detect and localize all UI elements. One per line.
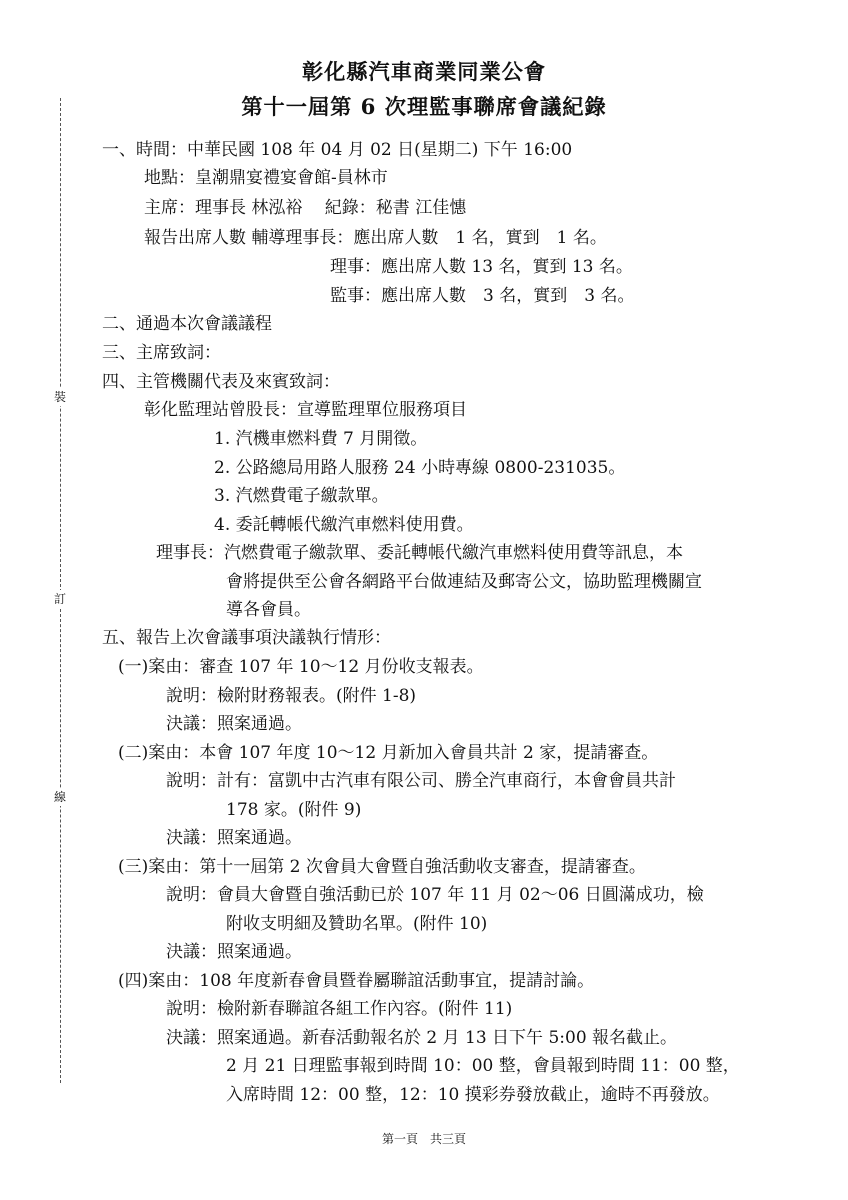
service-item: 4. 委託轉帳代繳汽車燃料使用費。 [214,515,474,535]
case-4-resolution-cont: 入席時間 12：00 整，12：10 摸彩券發放截止，逾時不再發放。 [226,1085,720,1105]
service-item: 2. 公路總局用路人服務 24 小時專線 0800-231035。 [214,458,626,478]
case-4-resolution-cont: 2 月 21 日理監事報到時間 10：00 整，會員報到時間 11：00 整， [226,1056,740,1076]
service-item: 1. 汽機車燃料費 7 月開徵。 [214,429,428,449]
attendance-supervisors: 監事：應出席人數 3 名，實到 3 名。 [330,286,635,306]
section-3-heading: 三、主席致詞： [102,343,221,363]
margin-char-zhuang: 裝 [54,390,67,404]
meeting-title: 第十一屆第 6 次理監事聯席會議紀錄 [241,94,607,119]
org-title: 彰化縣汽車商業同業公會 [301,59,547,84]
case-3-explanation: 說明：會員大會暨自強活動已於 107 年 11 月 02～06 日圓滿成功，檢 [166,885,704,905]
case-3-subject: (三)案由：第十一屆第 2 次會員大會暨自強活動收支審查，提請審查。 [118,857,646,877]
case-2-explanation-cont: 178 家。(附件 9) [226,800,362,820]
case-3-explanation-cont: 附收支明細及贊助名單。(附件 10) [226,914,488,934]
meeting-time: 一、時間：中華民國 108 年 04 月 02 日(星期二) 下午 16:00 [102,140,573,160]
case-1-explanation: 說明：檢附財務報表。(附件 1-8) [166,686,417,706]
case-4-subject: (四)案由：108 年度新春會員暨眷屬聯誼活動事宜，提請討論。 [118,971,595,991]
chairman-remark-cont: 導各會員。 [226,600,311,620]
guest-speech: 彰化監理站曾股長：宣導監理單位服務項目 [144,400,467,420]
section-2-heading: 二、通過本次會議議程 [102,314,272,334]
case-2-subject: (二)案由：本會 107 年度 10～12 月新加入會員共計 2 家，提請審查。 [118,743,659,763]
section-4-heading: 四、主管機關代表及來賓致詞： [102,372,340,392]
margin-char-xian: 線 [54,790,67,804]
case-4-explanation: 說明：檢附新春聯誼各組工作內容。(附件 11) [166,999,513,1019]
page-footer: 第一頁 共三頁 [381,1132,466,1146]
chairman-remark: 理事長：汽燃費電子繳款單、委託轉帳代繳汽車燃料使用費等訊息，本 [156,543,683,563]
margin-char-ding: 訂 [54,592,67,606]
attendance-advisor: 報告出席人數 輔導理事長：應出席人數 1 名，實到 1 名。 [144,228,607,248]
case-4-resolution: 決議：照案通過。新春活動報名於 2 月 13 日下午 5:00 報名截止。 [166,1028,678,1048]
case-1-subject: (一)案由：審查 107 年 10～12 月份收支報表。 [118,657,484,677]
service-item: 3. 汽燃費電子繳款單。 [214,486,389,506]
case-3-resolution: 決議：照案通過。 [166,942,302,962]
meeting-venue: 地點：皇潮鼎宴禮宴會館-員林市 [144,168,388,188]
case-2-explanation: 說明：計有：富凱中古汽車有限公司、勝全汽車商行，本會會員共計 [166,771,676,791]
section-5-heading: 五、報告上次會議事項決議執行情形： [102,628,391,648]
chairman-remark-cont: 會將提供至公會各網路平台做連結及郵寄公文，協助監理機關宣 [226,572,702,592]
case-1-resolution: 決議：照案通過。 [166,714,302,734]
case-2-resolution: 決議：照案通過。 [166,828,302,848]
attendance-directors: 理事：應出席人數 13 名，實到 13 名。 [330,257,633,277]
meeting-chair: 主席：理事長 林泓裕 紀錄：秘書 江佳憓 [144,198,467,218]
